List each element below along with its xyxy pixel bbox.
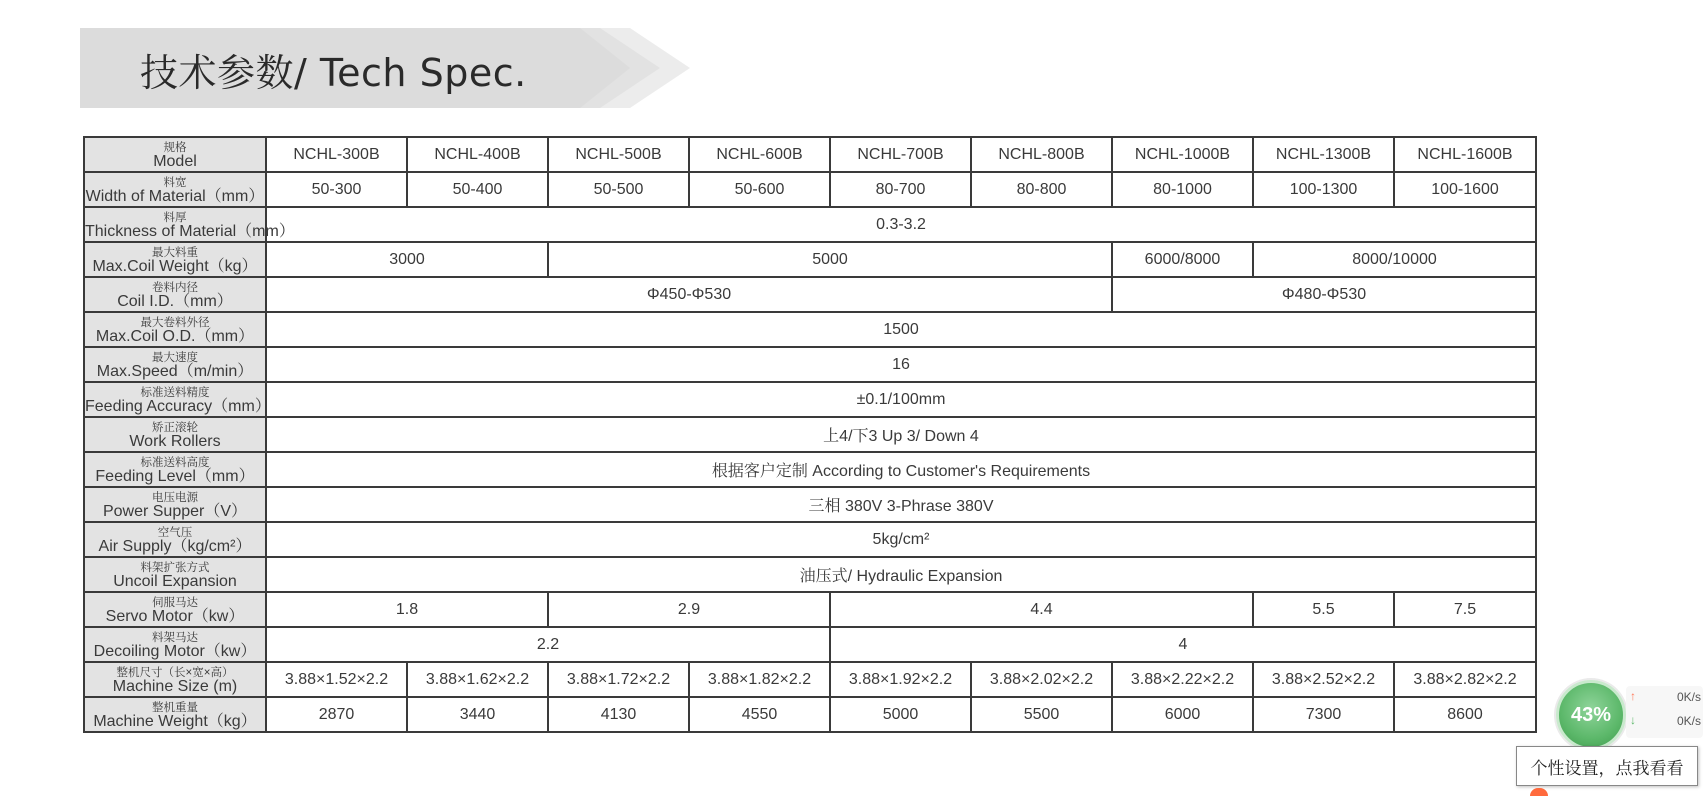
row-label [84,487,266,522]
row-label-en: Air Supply（kg/cm²） [98,537,252,555]
row-label-zh: 规格 [163,141,187,154]
table-row [84,452,1536,487]
spec-table-body [84,137,1536,732]
table-cell: 3000 [266,242,548,277]
table-cell: 80-1000 [1112,172,1253,207]
row-label [84,382,271,417]
table-cell: 3.88×2.82×2.2 [1394,662,1536,697]
row-label-en: Machine Size (m) [112,677,238,695]
table-cell: 3.88×1.72×2.2 [548,662,689,697]
row-label-en: Power Supper（V） [102,502,248,520]
table-cell: 6000/8000 [1112,242,1253,277]
tooltip-tail-decoration [1530,788,1548,796]
table-cell: 0.3-3.2 [266,207,1536,242]
memory-usage-ball[interactable]: 43% [1556,680,1626,750]
section-banner [80,28,690,108]
row-label-zh: 最大速度 [152,351,198,364]
table-cell: 根据客户定制 According to Customer's Requirements [266,452,1536,487]
table-cell: NCHL-500B [548,137,689,172]
row-label-en: Model [153,152,197,170]
table-cell: 3.88×1.62×2.2 [407,662,548,697]
table-row [84,207,1536,242]
table-cell: 5500 [971,697,1112,732]
row-label-zh: 标准送料精度 [140,386,210,399]
upload-arrow-icon: ↑ [1630,689,1636,703]
table-row [84,172,1536,207]
row-label [84,207,295,242]
row-label [84,312,266,347]
row-label [84,347,266,382]
row-label-en: Max.Speed（m/min） [96,362,254,380]
table-cell: 16 [266,347,1536,382]
table-cell: 4130 [548,697,689,732]
table-cell: 三相 380V 3-Phrase 380V [266,487,1536,522]
table-cell: 油压式/ Hydraulic Expansion [266,557,1536,592]
table-cell: 2.9 [548,592,830,627]
table-row [84,662,1536,697]
table-cell: 8600 [1394,697,1536,732]
row-label-zh: 料架马达 [152,631,198,644]
row-label-zh: 最大料重 [152,246,198,259]
table-cell: 2.2 [266,627,830,662]
row-label-zh: 料宽 [163,176,187,189]
row-label [84,277,266,312]
row-label-en: Feeding Level（mm） [95,467,255,485]
table-cell: 100-1600 [1394,172,1536,207]
settings-tooltip[interactable]: 个性设置，点我看看 [1516,746,1698,786]
table-cell: NCHL-700B [830,137,971,172]
row-label-en: Thickness of Material（mm） [85,222,295,240]
row-label-zh: 最大卷料外径 [140,316,210,329]
download-arrow-icon: ↓ [1630,713,1636,727]
table-cell: NCHL-400B [407,137,548,172]
table-cell: 50-400 [407,172,548,207]
table-row [84,277,1536,312]
row-label [84,172,266,207]
row-label-zh: 料厚 [163,211,187,224]
page-title: 技术参数/ Tech Spec. [140,51,527,95]
table-cell: Φ480-Φ530 [1112,277,1536,312]
table-row [84,242,1536,277]
table-row [84,347,1536,382]
row-label-en: Decoiling Motor（kw） [93,642,257,660]
table-cell: 3.88×2.22×2.2 [1112,662,1253,697]
row-label-en: Work Rollers [129,432,221,450]
table-cell: NCHL-600B [689,137,830,172]
table-cell: 80-800 [971,172,1112,207]
row-label-zh: 料架扩张方式 [140,561,210,574]
row-label-en: Machine Weight（kg） [93,712,257,730]
table-cell: 3.88×1.52×2.2 [266,662,407,697]
table-cell: 上4/下3 Up 3/ Down 4 [266,417,1536,452]
table-cell: 50-600 [689,172,830,207]
row-label-zh: 电压电源 [152,491,198,504]
table-cell: 2870 [266,697,407,732]
row-label-en: Servo Motor（kw） [105,607,245,625]
row-label [84,452,266,487]
table-cell: 3.88×2.02×2.2 [971,662,1112,697]
table-row [84,592,1536,627]
row-label [84,627,266,662]
table-cell: Φ450-Φ530 [266,277,1112,312]
table-cell: 6000 [1112,697,1253,732]
table-cell: 3.88×1.82×2.2 [689,662,830,697]
table-cell: 3.88×1.92×2.2 [830,662,971,697]
table-cell: 8000/10000 [1253,242,1536,277]
speed-panel [1626,686,1703,738]
table-cell: 50-300 [266,172,407,207]
row-label [84,522,266,557]
row-label-zh: 标准送料高度 [140,456,210,469]
table-cell: 1.8 [266,592,548,627]
table-cell: ±0.1/100mm [266,382,1536,417]
table-cell: 5000 [548,242,1112,277]
download-speed: 0K/s [1676,714,1701,728]
table-row [84,522,1536,557]
tech-spec-table [83,136,1537,733]
table-cell: 7300 [1253,697,1394,732]
row-label-zh: 卷料内径 [152,281,198,294]
row-label-zh: 整机尺寸（长×宽×高） [116,666,234,679]
row-label-zh: 空气压 [157,526,193,539]
table-cell: 4 [830,627,1536,662]
table-row [84,312,1536,347]
row-label-zh: 整机重量 [152,701,198,714]
table-row [84,557,1536,592]
table-row [84,627,1536,662]
row-label [84,662,266,697]
table-cell: 7.5 [1394,592,1536,627]
table-cell: NCHL-1000B [1112,137,1253,172]
row-label-en: Feeding Accuracy（mm） [85,397,271,415]
row-label-zh: 伺服马达 [152,596,198,609]
row-label [84,137,266,172]
table-cell: 4550 [689,697,830,732]
table-row [84,137,1536,172]
table-cell: 1500 [266,312,1536,347]
table-row [84,697,1536,732]
table-cell: 3.88×2.52×2.2 [1253,662,1394,697]
row-label [84,697,266,732]
row-label-en: Max.Coil Weight（kg） [92,257,258,275]
table-cell: 80-700 [830,172,971,207]
table-cell: NCHL-800B [971,137,1112,172]
table-cell: 4.4 [830,592,1253,627]
table-cell: 3440 [407,697,548,732]
table-cell: 50-500 [548,172,689,207]
table-cell: 5kg/cm² [266,522,1536,557]
table-cell: 5.5 [1253,592,1394,627]
row-label-zh: 矫正滚轮 [152,421,198,434]
row-label [84,417,266,452]
table-row [84,417,1536,452]
row-label-en: Max.Coil O.D.（mm） [95,327,255,345]
table-row [84,487,1536,522]
upload-speed: 0K/s [1676,690,1701,704]
table-row [84,382,1536,417]
table-cell: NCHL-1600B [1394,137,1536,172]
table-cell: 100-1300 [1253,172,1394,207]
table-cell: NCHL-300B [266,137,407,172]
network-speed-widget[interactable] [1548,680,1703,740]
row-label [84,557,266,592]
row-label-en: Coil I.D.（mm） [117,292,233,310]
row-label [84,242,266,277]
row-label [84,592,266,627]
table-cell: 5000 [830,697,971,732]
row-label-en: Uncoil Expansion [113,572,237,590]
table-cell: NCHL-1300B [1253,137,1394,172]
row-label-en: Width of Material（mm） [85,187,265,205]
